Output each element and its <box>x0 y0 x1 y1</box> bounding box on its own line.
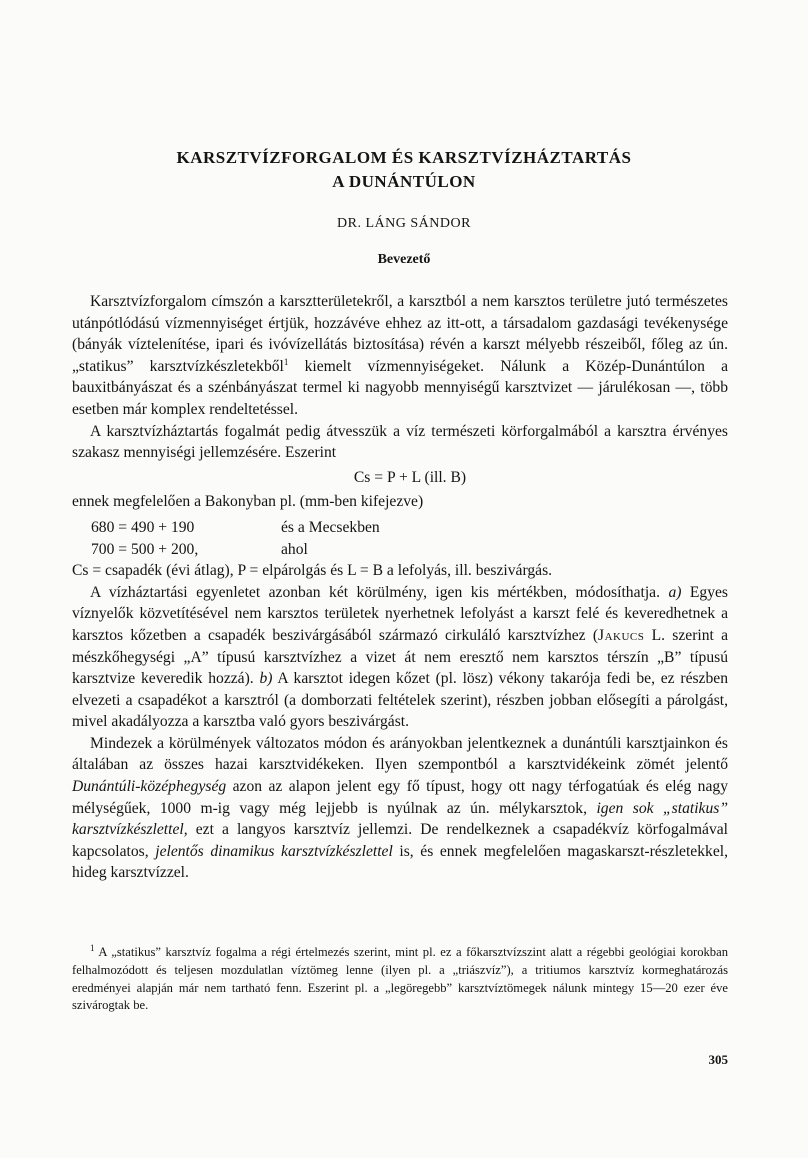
article-title-line-2: A DUNÁNTÚLON <box>332 172 476 191</box>
paragraph-dunantul <box>72 733 728 884</box>
paragraph-definition: A karsztvízháztartás fogalmát pedig átvesszük a víz természeti körforgalmából a karsztra érvényes szakasz mennyiségi jellemzésére. Eszerint <box>72 422 728 462</box>
equation-row <box>72 517 380 539</box>
footnote-text: A „statikus” karsztvíz fogalma a régi értelmezés szerint, mint pl. ez a főkarsztvízszint alatt a régebbi geológiai korokban felhalmozódott és teljesen mozdulatlan víztömeg lenne (ilyen pl. a „triászvíz”), a tritiumos karsztvíz kormeghatározás eredményei alapján már nem tartható fenn. Eszerint pl. a „legöregebb” karsztvíztömegek nálunk mintegy 15—20 ezer éve szivárogtak be. <box>72 945 728 1013</box>
paragraph-text: A karsztot idegen kőzet (pl. lösz) vékony takarója fedi be, ez részben elvezeti a csapadékot a karsztról (a domborzati feltételek szerint), részben jobban elősegíti a párolgást, mivel akadályozza a karsztba való gyors beszivárgást. <box>72 670 728 731</box>
equation-row <box>72 539 380 561</box>
paragraph-modifiers <box>72 582 728 733</box>
footnote-reference: 1 <box>283 356 289 367</box>
footnote-mark: 1 <box>90 942 95 953</box>
paragraph-text: A vízháztartási egyenletet azonban két körülmény, igen kis mértékben, módosíthatja. <box>90 583 669 601</box>
paragraph-text: Egyes víznyelők közvetítésével nem karsztos területek nyerhetnek lefolyást a karszt felé és keveredhetnek a karsztos kőzetben a csapadék beszivárgásából származó cirkuláló karsztvízhez ( <box>72 583 728 644</box>
author-name: DR. LÁNG SÁNDOR <box>337 216 471 231</box>
paragraph-bakony: ennek megfelelően a Bakonyban pl. (mm-ben kifejezve) <box>72 493 424 511</box>
list-marker: a) <box>668 583 682 601</box>
equation: 680 = 490 + 190 <box>91 518 195 536</box>
paragraph-text: Mindezek a körülmények változatos módon és arányokban jelentkeznek a dunántúli karsztjainkon és általában az összes hazai karsztvidékeken. Ilyen szempontból a karsztvidékeink zömét jelentő <box>72 734 728 774</box>
cited-author: Jakucs <box>598 626 645 644</box>
paragraph-text: kiemelt vízmennyiségeket. Nálunk a Közép-Dunántúlon a bauxitbányászat és a szénbányászat termel ki nagyobb mennyiségű karsztvizet — járulékosan —, több esetben már komplex rendeltetéssel. <box>72 357 728 418</box>
paragraph-legend: Cs = csapadék (évi átlag), P = elpárolgás és L = B a lefolyás, ill. beszivárgás. <box>72 562 553 580</box>
paragraph-text: is, és ennek megfelelően magaskarszt-részletekkel, hideg karsztvízzel. <box>72 842 728 882</box>
paragraph-text: azon az alapon jelent egy fő típust, hogy ott nagy térfogatúak és elég nagy mélységűek, 1000 m-ig vagy még lejjebb is nyúlnak az ún. mélykarsztok, <box>72 778 728 817</box>
section-heading: Bevezető <box>377 252 431 267</box>
emphasis: jelentős dinamikus karsztvízkészlettel <box>155 842 393 860</box>
equation-table <box>72 517 380 560</box>
water-balance-formula: Cs = P + L (ill. B) <box>353 468 467 486</box>
article-title-line-1: KARSZTVÍZFORGALOM ÉS KARSZTVÍZHÁZTARTÁS <box>176 148 632 167</box>
emphasis: Dunántúli-középhegység <box>72 778 227 796</box>
list-marker: b) <box>259 670 273 688</box>
equation: 700 = 500 + 200, <box>91 540 199 558</box>
paragraph-text: ezt a langyos karsztvíz jellemzi. De rendelkeznek a csapadékvíz körfogalmával kapcsolatos, <box>72 821 728 860</box>
footnote <box>72 944 728 1015</box>
emphasis: igen sok „statikus” karsztvízkészlettel, <box>72 799 728 839</box>
page-number: 305 <box>708 1052 728 1067</box>
equation-note: ahol <box>281 540 308 558</box>
paragraph-intro <box>72 291 728 421</box>
paragraph-text: Karsztvízforgalom címszón a karsztterületekről, a karsztból a nem karsztos területre jutó természetes utánpótlódású vízmennyiséget értjük, hozzávéve ehhez az itt-ott, a társadalom gazdasági tevékenysége (bányák víztelenítése, ipari és ivóvízellátás biztosítása) révén a karszt mélyebb részeiből, főleg az ún. „statikus” karsztvízkészletekből <box>72 293 728 375</box>
body-text <box>72 291 728 884</box>
paragraph-text: L. szerint a mészkőhegységi „A” típusú karsztvízhez a vizet át nem eresztő nem karsztos térszín „B” típusú karsztvize keveredik hozzá). <box>72 626 728 688</box>
equation-note: és a Mecsekben <box>281 518 380 536</box>
